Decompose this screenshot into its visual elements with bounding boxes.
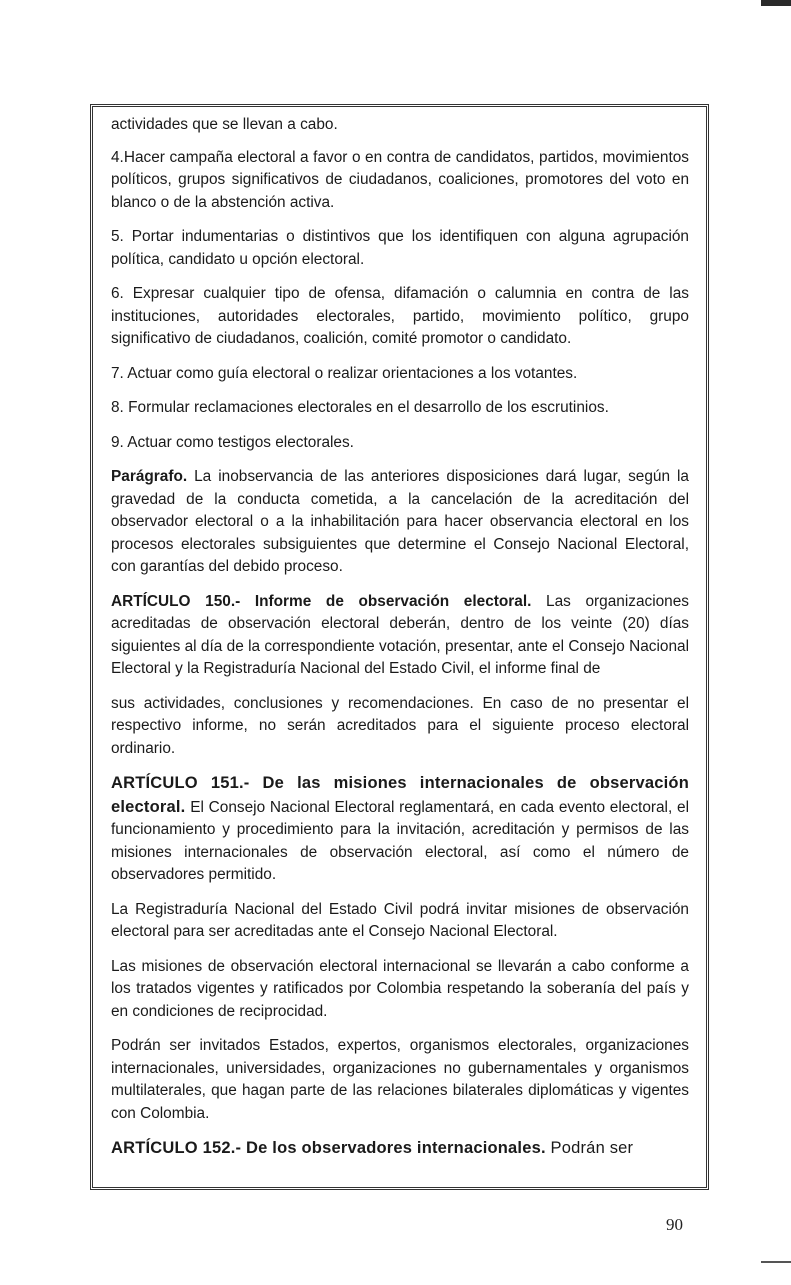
paragraph: 6. Expresar cualquier tipo de ofensa, difamación o calumnia en contra de las instituciones, autoridades electorales, partido, movimiento político, grupo significativo de ciudadanos, coalición, comité promotor o candidato. <box>111 285 689 347</box>
paragraph: sus actividades, conclusiones y recomendaciones. En caso de no presentar el respectivo informe, no serán acreditados para el siguiente proceso electoral ordinario. <box>111 694 689 757</box>
paragraph: Podrán ser invitados Estados, expertos, organismos electorales, organizaciones internacionales, universidades, organizaciones no gubernamentales y organismos multilaterales, que hagan parte de las relaciones bilaterales diplomáticas y vigentes con Colombia. <box>111 1037 689 1122</box>
page-number: 90 <box>666 1215 683 1234</box>
bottom-edge-mark <box>761 1261 791 1263</box>
page-corner-mark <box>761 0 791 6</box>
article-152-text: Podrán ser <box>545 1139 634 1157</box>
document-body <box>111 114 689 1173</box>
article-151-text: El Consejo Nacional Electoral reglamentará, en cada evento electoral, el funcionamiento y procedimiento para la invitación, acreditación y permisos de las misiones internacionales de observación electoral, así como el número de observadores permitido. <box>111 798 689 883</box>
paragraph: 7. Actuar como guía electoral o realizar orientaciones a los votantes. <box>111 364 578 382</box>
article-150-text: Las organizaciones acreditadas de observación electoral deberán, dentro de los veinte (20) días siguientes al día de la correspondiente votación, presentar, ante el Consejo Nacional Electoral y la Registraduría Nacional del Estado Civil, el informe final de <box>111 592 689 677</box>
paragraph: actividades que se llevan a cabo. <box>111 116 338 133</box>
paragraph: La Registraduría Nacional del Estado Civil podrá invitar misiones de observación electoral para ser acreditadas ante el Consejo Nacional Electoral. <box>111 900 689 940</box>
paragraph: 4.Hacer campaña electoral a favor o en contra de candidatos, partidos, movimientos políticos, grupos significativos de ciudadanos, coaliciones, promotores del voto en blanco o de la abstención activa. <box>111 148 689 211</box>
paragrafo-label: Parágrafo. <box>111 468 188 485</box>
article-152 <box>111 1137 689 1161</box>
paragraph: Las misiones de observación electoral internacional se llevarán a cabo conforme a los tratados vigentes y ratificados por Colombia respetando la soberanía del país y en condiciones de reciprocidad. <box>111 957 689 1020</box>
paragraph: 5. Portar indumentarias o distintivos que los identifiquen con alguna agrupación política, candidato u opción electoral. <box>111 228 689 268</box>
article-151-title: ARTÍCULO 151.- De las misiones internacionales de observación electoral. <box>111 774 689 816</box>
paragraph: 8. Formular reclamaciones electorales en el desarrollo de los escrutinios. <box>111 399 609 416</box>
article-151 <box>111 772 689 887</box>
paragrafo-text: La inobservancia de las anteriores disposiciones dará lugar, según la gravedad de la conducta cometida, a la cancelación de la acreditación del observador electoral o a la inhabilitación para hacer observancia electoral en los procesos electorales subsiguientes que determine el Consejo Nacional Electoral, con garantías del debido proceso. <box>111 468 689 575</box>
paragraph: 9. Actuar como testigos electorales. <box>111 433 354 451</box>
article-150-title: ARTÍCULO 150.- Informe de observación electoral. <box>111 592 532 610</box>
article-150 <box>111 591 689 681</box>
article-152-title: ARTÍCULO 152.- De los observadores internacionales. <box>111 1139 546 1157</box>
paragraph-paragrafo <box>111 466 689 579</box>
